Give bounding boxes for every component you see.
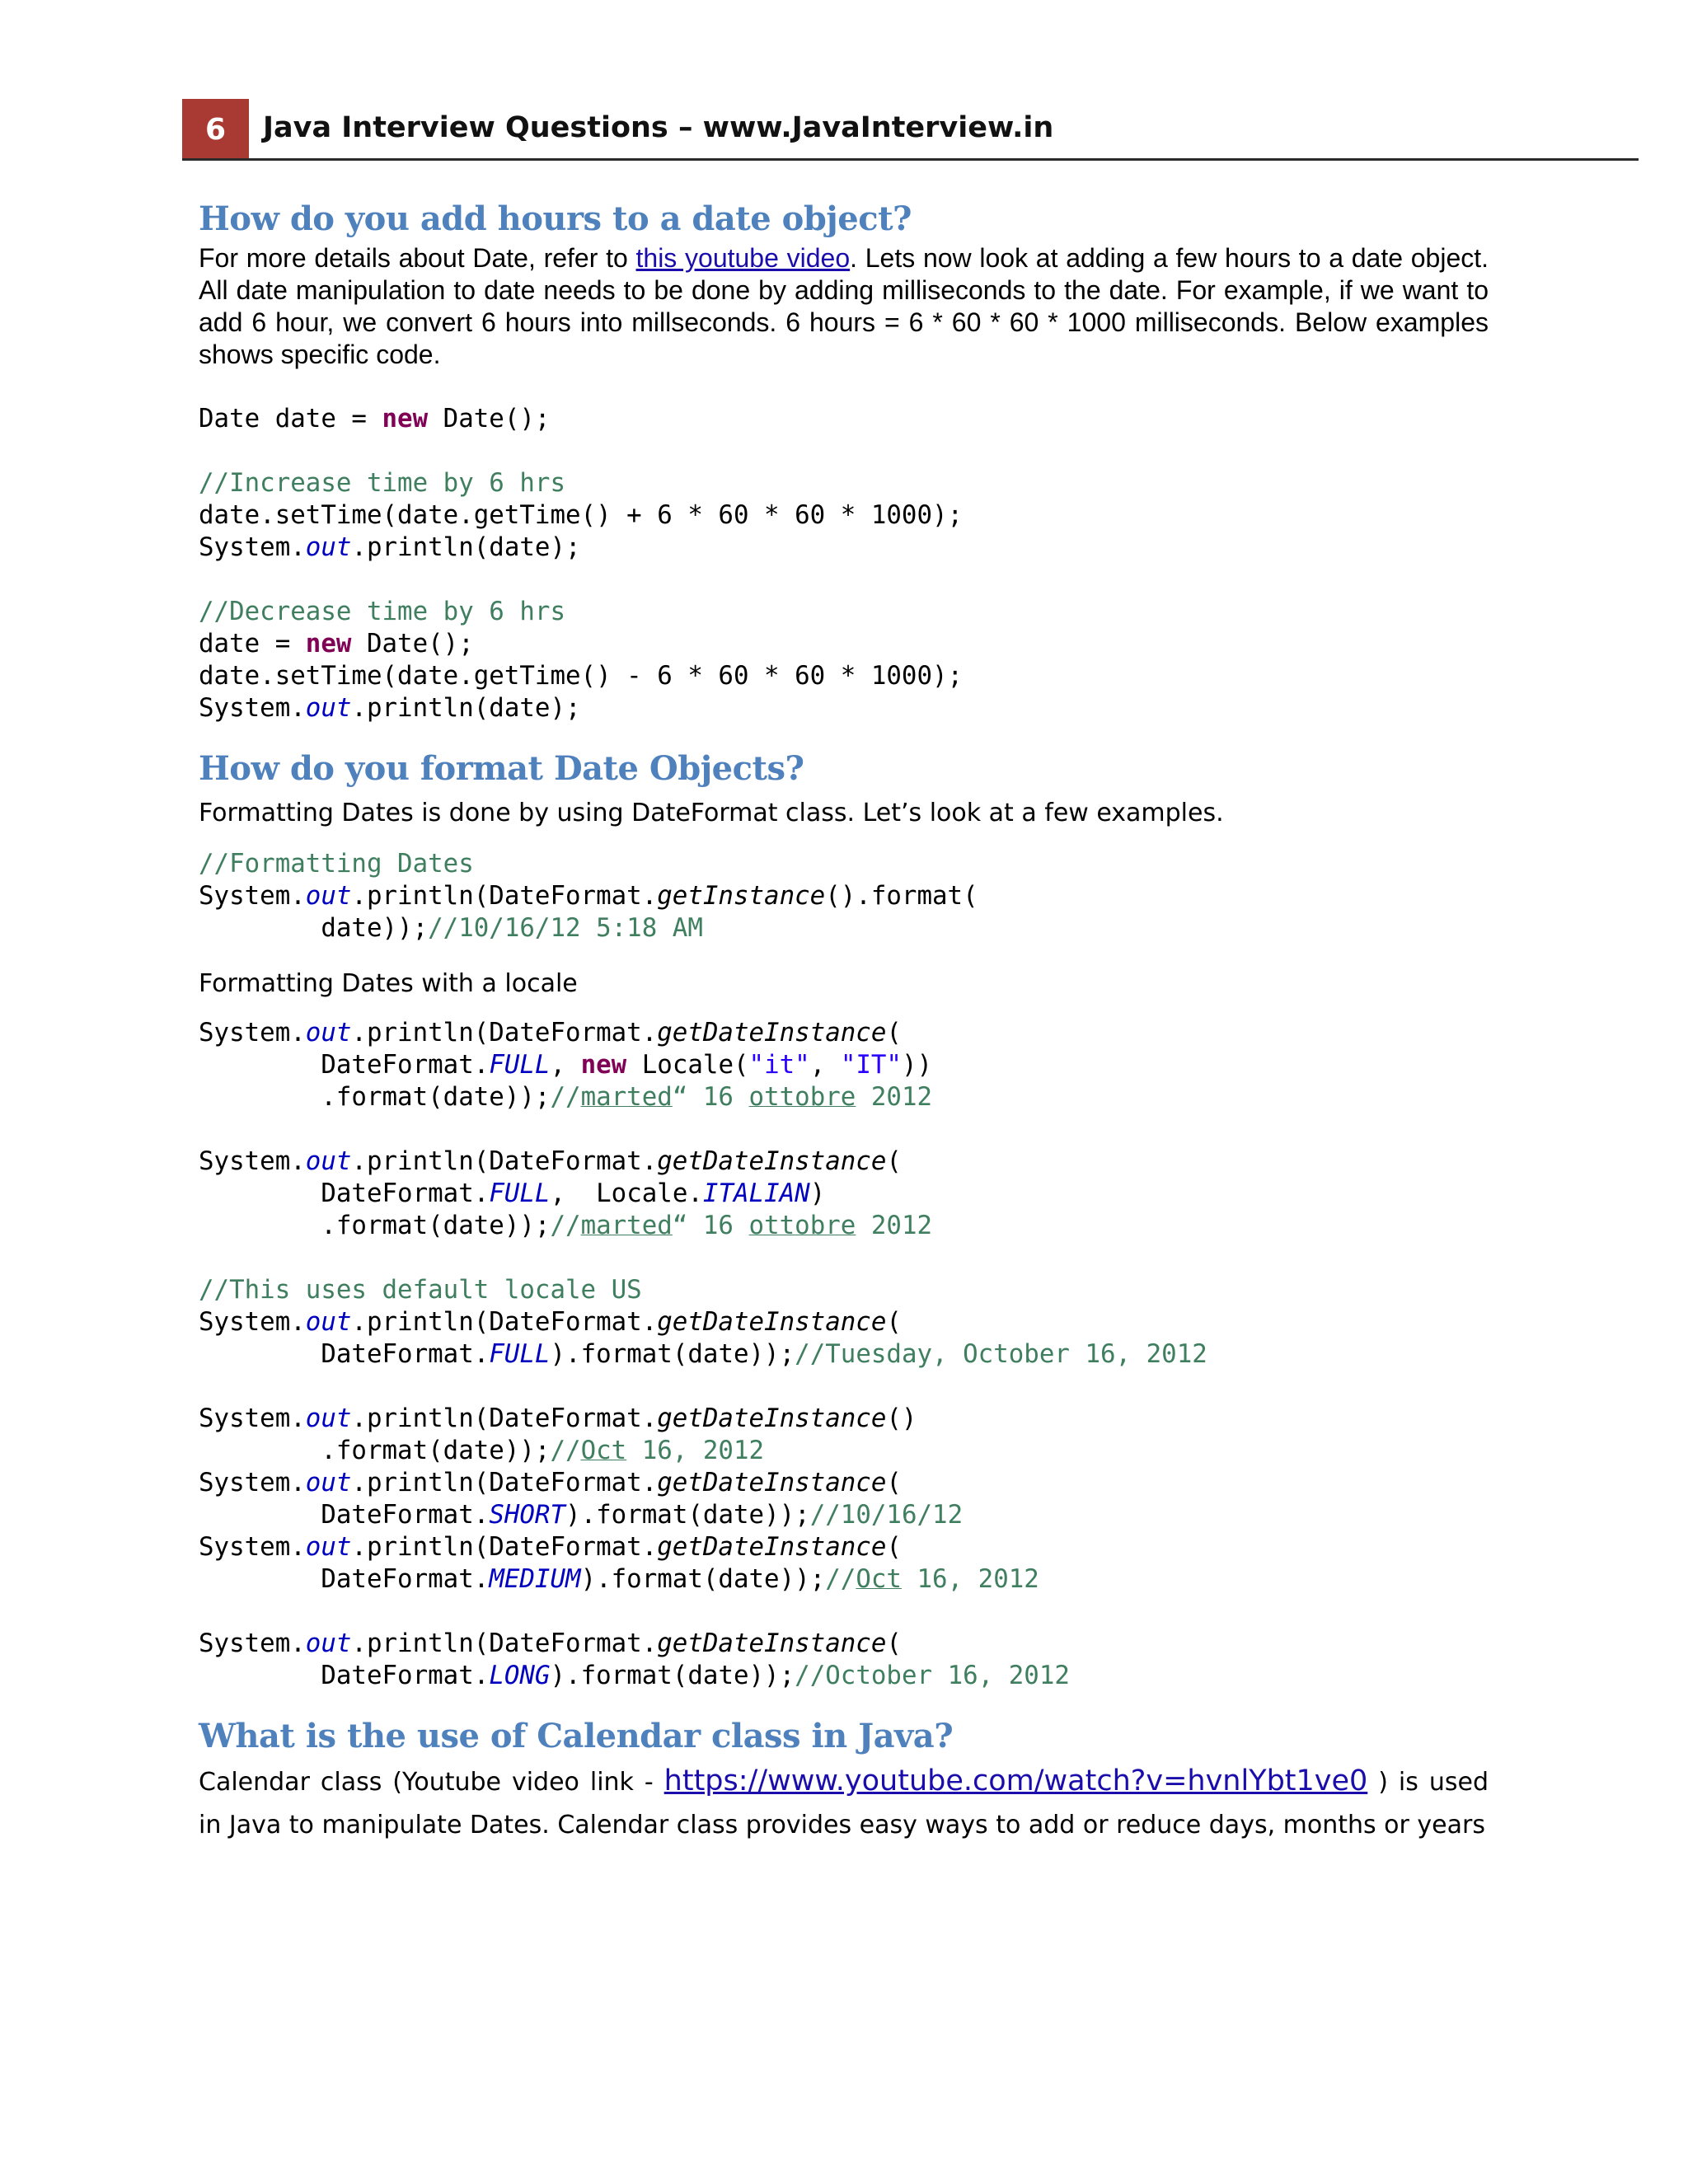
code-block-format-dates: //Formatting Dates System.out.println(DateFormat.getInstance().format( date));//10/16/12 5:18 AM xyxy=(199,849,978,943)
header-divider xyxy=(182,158,1639,161)
section-intro-format-dates: Formatting Dates is done by using DateFormat class. Let’s look at a few examples. xyxy=(199,799,1224,827)
section-heading-format-dates: How do you format Date Objects? xyxy=(199,749,804,788)
paragraph-text: For more details about Date, refer to xyxy=(199,243,636,273)
header-title: Java Interview Questions – www.JavaInterview.in xyxy=(263,111,1054,144)
section-paragraph-add-hours xyxy=(199,242,1489,371)
youtube-video-link[interactable]: this youtube video xyxy=(635,243,851,273)
locale-subheading: Formatting Dates with a locale xyxy=(199,969,578,998)
code-block-add-hours: Date date = new Date(); //Increase time by 6 hrs date.setTime(date.getTime() + 6 * 60 * 60 * 1000); System.out.println(date); //Decrease time by 6 hrs date = new Date(); date.setTime(date.getTime() - 6 * 60 * 60 * 1000); System.out.println(date); xyxy=(199,404,964,723)
section-heading-calendar: What is the use of Calendar class in Java? xyxy=(199,1717,954,1755)
page-number-badge: 6 xyxy=(182,99,249,160)
paragraph-text: Calendar class (Youtube video link - xyxy=(199,1768,664,1797)
code-block-locale-dates: System.out.println(DateFormat.getDateInstance( DateFormat.FULL, new Locale("it", "IT")) .format(date));//marted“ 16 ottobre 2012 System.out.println(DateFormat.getDateInstance( DateFormat.FULL, Locale.ITALIAN) .format(date));//marted“ 16 ottobre 2012 //This uses default locale US System.out.println(DateFormat.getDateInstance( DateFormat.FULL).format(date));//Tuesday, October 16, 2012 System.out.println(DateFormat.getDateInstance() .format(date));//Oct 16, 2012 System.out.println(DateFormat.getDateInstance( DateFormat.SHORT).format(date));//10/16/12 System.out.println(DateFormat.getDateInstance( DateFormat.MEDIUM).format(date));//Oct 16, 2012 System.out.println(DateFormat.getDateInstance( DateFormat.LONG).format(date));//October 16, 2012 xyxy=(199,1018,1207,1690)
section-paragraph-calendar xyxy=(199,1760,1489,1847)
page-header xyxy=(182,99,1639,160)
section-heading-add-hours: How do you add hours to a date object? xyxy=(199,199,912,238)
page-content xyxy=(199,196,1489,1847)
paragraph-text: ) is used in Java to manipulate Dates. Calendar class provides easy ways to add or reduce days, months or years xyxy=(199,1768,1489,1840)
calendar-youtube-link[interactable]: https://www.youtube.com/watch?v=hvnlYbt1ve0 xyxy=(663,1765,1368,1797)
paragraph-text: . Lets now look at adding a few hours to a date object. All date manipulation to date needs to be done by adding milliseconds to the date. For example, if we want to add 6 hour, we convert 6 hours into millseconds. 6 hours = 6 * 60 * 60 * 1000 milliseconds. Below examples shows specific code. xyxy=(199,243,1489,369)
